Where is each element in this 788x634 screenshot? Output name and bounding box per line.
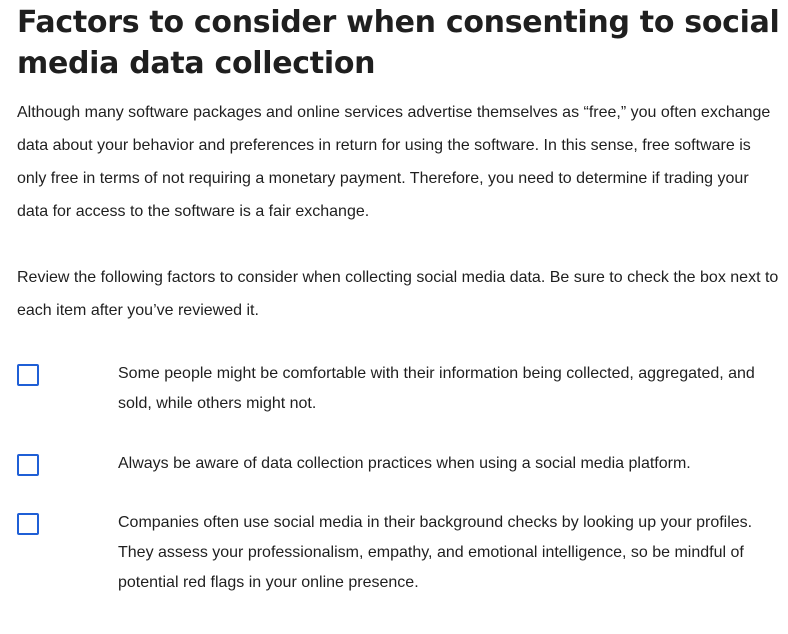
content-page [17,0,783,591]
page-title: Factors to consider when consenting to social media data collection [17,5,780,81]
intro-paragraph: Although many software packages and online services advertise themselves as “free,” you often exchange data about your behavior and preferences in return for using the software. In this sense, free software is only free in terms of not requiring a monetary payment. Therefore, you need to determine if trading your data for access to the software is a fair exchange. [17,104,771,220]
checklist-item-text: Companies often use social media in their background checks by looking up your profiles. They assess your professionalism, empathy, and emotional intelligence, so be mindful of potential red flags in your online presence. [118,514,753,591]
checklist-checkbox[interactable] [17,513,39,535]
checklist-checkbox[interactable] [17,364,39,386]
instructions-paragraph: Review the following factors to consider when collecting social media data. Be sure to check the box next to each item after you’ve reviewed it. [17,269,779,319]
checklist-checkbox[interactable] [17,454,39,476]
checklist-item-text: Always be aware of data collection practices when using a social media platform. [118,455,691,472]
checklist-item-text: Some people might be comfortable with their information being collected, aggregated, and sold, while others might not. [118,365,755,412]
